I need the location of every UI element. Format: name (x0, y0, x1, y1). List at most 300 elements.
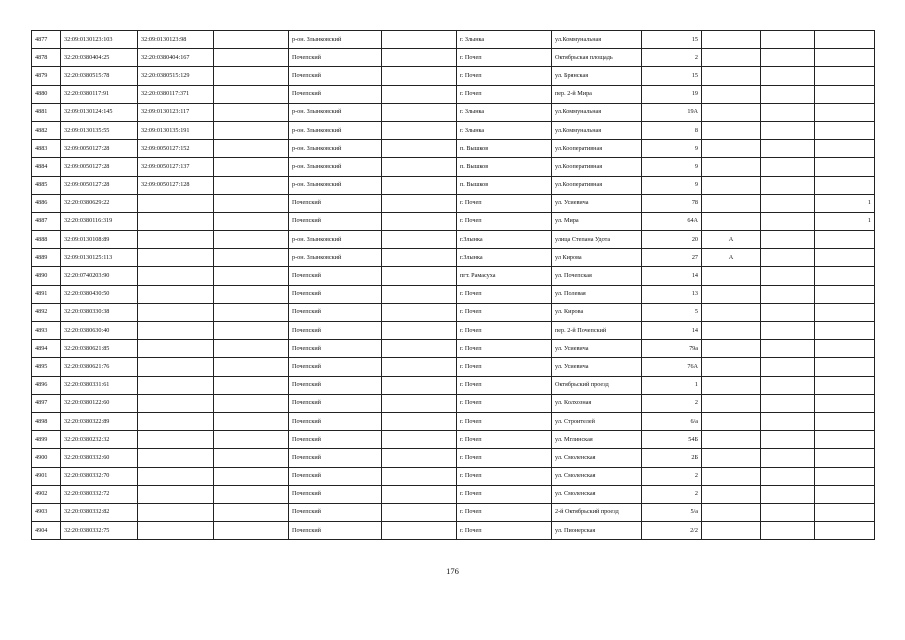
house-number-cell: 20 (642, 231, 702, 249)
col-12-cell (815, 85, 875, 103)
street-cell: ул. Строителей (552, 412, 642, 430)
district-cell: Почепский (289, 449, 382, 467)
col-12-cell (815, 358, 875, 376)
parent-cadastral-number-cell (138, 267, 214, 285)
locality-cell: г. Почеп (457, 376, 552, 394)
row-number-cell: 4880 (32, 85, 61, 103)
empty-col-cell (214, 376, 289, 394)
district-cell: Почепский (289, 412, 382, 430)
letter-cell (702, 267, 761, 285)
page-number: 176 (446, 566, 459, 576)
locality-cell: г. Почеп (457, 303, 552, 321)
locality-cell: г. Почеп (457, 285, 552, 303)
parent-cadastral-number-cell (138, 467, 214, 485)
locality-cell: г. Почеп (457, 412, 552, 430)
parent-cadastral-number-cell (138, 303, 214, 321)
house-number-cell: 9 (642, 158, 702, 176)
row-number-cell: 4889 (32, 249, 61, 267)
col-12-cell (815, 31, 875, 49)
empty-col-2-cell (382, 103, 457, 121)
empty-col-cell (214, 231, 289, 249)
col-11-cell (761, 231, 815, 249)
empty-col-cell (214, 285, 289, 303)
col-12-cell (815, 67, 875, 85)
empty-col-cell (214, 67, 289, 85)
empty-col-cell (214, 449, 289, 467)
empty-col-cell (214, 340, 289, 358)
street-cell: ул. Колхозная (552, 394, 642, 412)
district-cell: р-он. Злынковский (289, 121, 382, 139)
empty-col-cell (214, 249, 289, 267)
empty-col-2-cell (382, 85, 457, 103)
col-12-cell: 1 (815, 212, 875, 230)
house-number-cell: 15 (642, 31, 702, 49)
table-row (32, 121, 875, 139)
row-number-cell: 4891 (32, 285, 61, 303)
table-row (32, 31, 875, 49)
locality-cell: г. Злынка (457, 31, 552, 49)
col-11-cell (761, 176, 815, 194)
empty-col-2-cell (382, 376, 457, 394)
col-12-cell (815, 267, 875, 285)
parent-cadastral-number-cell: 32:09:0050127:152 (138, 140, 214, 158)
col-12-cell (815, 249, 875, 267)
table-body (32, 31, 875, 540)
parent-cadastral-number-cell: 32:09:0130135:191 (138, 121, 214, 139)
district-cell: р-он. Злынковский (289, 140, 382, 158)
house-number-cell: 64А (642, 212, 702, 230)
table-row (32, 194, 875, 212)
district-cell: Почепский (289, 285, 382, 303)
house-number-cell: 2 (642, 485, 702, 503)
cadastral-number-cell: 32:09:0130135:55 (61, 121, 138, 139)
locality-cell: г. Почеп (457, 467, 552, 485)
table-row (32, 85, 875, 103)
empty-col-cell (214, 176, 289, 194)
empty-col-2-cell (382, 212, 457, 230)
letter-cell (702, 394, 761, 412)
parent-cadastral-number-cell (138, 376, 214, 394)
row-number-cell: 4899 (32, 431, 61, 449)
street-cell: ул. Кирова (552, 303, 642, 321)
col-11-cell (761, 303, 815, 321)
locality-cell: п. Вышков (457, 176, 552, 194)
col-11-cell (761, 322, 815, 340)
locality-cell: г. Почеп (457, 449, 552, 467)
row-number-cell: 4903 (32, 503, 61, 521)
cadastral-number-cell: 32:20:0740203:90 (61, 267, 138, 285)
locality-cell: г. Почеп (457, 85, 552, 103)
empty-col-2-cell (382, 303, 457, 321)
district-cell: Почепский (289, 67, 382, 85)
row-number-cell: 4897 (32, 394, 61, 412)
locality-cell: г. Почеп (457, 340, 552, 358)
district-cell: Почепский (289, 322, 382, 340)
parent-cadastral-number-cell (138, 249, 214, 267)
cadastral-number-cell: 32:20:0380232:32 (61, 431, 138, 449)
col-11-cell (761, 503, 815, 521)
empty-col-2-cell (382, 140, 457, 158)
parent-cadastral-number-cell: 32:09:0050127:137 (138, 158, 214, 176)
house-number-cell: 2Б (642, 449, 702, 467)
district-cell: р-он. Злынковский (289, 249, 382, 267)
letter-cell (702, 412, 761, 430)
row-number-cell: 4901 (32, 467, 61, 485)
cadastral-number-cell: 32:20:0380630:40 (61, 322, 138, 340)
table-row (32, 467, 875, 485)
registry-table (31, 30, 875, 540)
col-11-cell (761, 376, 815, 394)
table-row (32, 394, 875, 412)
col-12-cell (815, 49, 875, 67)
empty-col-cell (214, 394, 289, 412)
house-number-cell: 8 (642, 121, 702, 139)
row-number-cell: 4902 (32, 485, 61, 503)
row-number-cell: 4885 (32, 176, 61, 194)
street-cell: 2-й Октябрьский проезд (552, 503, 642, 521)
col-11-cell (761, 212, 815, 230)
empty-col-2-cell (382, 121, 457, 139)
house-number-cell: 78 (642, 194, 702, 212)
street-cell: ул.Кооперативная (552, 176, 642, 194)
table-row (32, 267, 875, 285)
empty-col-2-cell (382, 412, 457, 430)
col-11-cell (761, 431, 815, 449)
empty-col-2-cell (382, 467, 457, 485)
table-row (32, 158, 875, 176)
locality-cell: г. Злынка (457, 121, 552, 139)
district-cell: р-он. Злынковский (289, 158, 382, 176)
table-row (32, 303, 875, 321)
street-cell: пер. 2-й Мира (552, 85, 642, 103)
parent-cadastral-number-cell (138, 231, 214, 249)
letter-cell: А (702, 231, 761, 249)
street-cell: пер. 2-й Почепский (552, 322, 642, 340)
empty-col-cell (214, 412, 289, 430)
empty-col-2-cell (382, 31, 457, 49)
empty-col-cell (214, 467, 289, 485)
empty-col-2-cell (382, 340, 457, 358)
locality-cell: г. Почеп (457, 431, 552, 449)
district-cell: Почепский (289, 303, 382, 321)
row-number-cell: 4878 (32, 49, 61, 67)
table-row (32, 249, 875, 267)
district-cell: Почепский (289, 212, 382, 230)
house-number-cell: 9 (642, 140, 702, 158)
cadastral-number-cell: 32:09:0130123:103 (61, 31, 138, 49)
letter-cell (702, 212, 761, 230)
empty-col-2-cell (382, 158, 457, 176)
house-number-cell: 1 (642, 376, 702, 394)
row-number-cell: 4898 (32, 412, 61, 430)
street-cell: ул. Пионерская (552, 522, 642, 540)
district-cell: Почепский (289, 431, 382, 449)
locality-cell: г. Почеп (457, 485, 552, 503)
letter-cell (702, 485, 761, 503)
parent-cadastral-number-cell: 32:20:0380117:371 (138, 85, 214, 103)
row-number-cell: 4896 (32, 376, 61, 394)
empty-col-cell (214, 503, 289, 521)
locality-cell: пгт. Рамасуха (457, 267, 552, 285)
street-cell: ул. Смоленская (552, 467, 642, 485)
locality-cell: п. Вышков (457, 158, 552, 176)
empty-col-cell (214, 194, 289, 212)
house-number-cell: 14 (642, 267, 702, 285)
letter-cell (702, 194, 761, 212)
col-12-cell: 1 (815, 194, 875, 212)
letter-cell: А (702, 249, 761, 267)
locality-cell: г.Злынка (457, 231, 552, 249)
locality-cell: г. Почеп (457, 67, 552, 85)
street-cell: ул. Усиевича (552, 194, 642, 212)
house-number-cell: 15 (642, 67, 702, 85)
district-cell: Почепский (289, 340, 382, 358)
letter-cell (702, 340, 761, 358)
district-cell: Почепский (289, 467, 382, 485)
col-11-cell (761, 103, 815, 121)
row-number-cell: 4877 (32, 31, 61, 49)
row-number-cell: 4895 (32, 358, 61, 376)
street-cell: ул. Смоленская (552, 449, 642, 467)
col-11-cell (761, 285, 815, 303)
col-12-cell (815, 231, 875, 249)
col-11-cell (761, 31, 815, 49)
cadastral-number-cell: 32:09:0130124:145 (61, 103, 138, 121)
table-row (32, 285, 875, 303)
street-cell: ул. Усиевича (552, 340, 642, 358)
col-11-cell (761, 158, 815, 176)
empty-col-2-cell (382, 322, 457, 340)
street-cell: Октябрьский проезд (552, 376, 642, 394)
cadastral-number-cell: 32:20:0380332:75 (61, 522, 138, 540)
table-row (32, 212, 875, 230)
row-number-cell: 4886 (32, 194, 61, 212)
house-number-cell: 2 (642, 394, 702, 412)
empty-col-2-cell (382, 285, 457, 303)
col-11-cell (761, 485, 815, 503)
row-number-cell: 4900 (32, 449, 61, 467)
locality-cell: г. Почеп (457, 194, 552, 212)
row-number-cell: 4883 (32, 140, 61, 158)
parent-cadastral-number-cell (138, 194, 214, 212)
empty-col-2-cell (382, 358, 457, 376)
district-cell: Почепский (289, 485, 382, 503)
cadastral-number-cell: 32:20:0380515:78 (61, 67, 138, 85)
col-12-cell (815, 322, 875, 340)
row-number-cell: 4879 (32, 67, 61, 85)
locality-cell: г. Почеп (457, 212, 552, 230)
district-cell: Почепский (289, 85, 382, 103)
letter-cell (702, 467, 761, 485)
table-row (32, 231, 875, 249)
row-number-cell: 4894 (32, 340, 61, 358)
letter-cell (702, 522, 761, 540)
cadastral-number-cell: 32:09:0130125:113 (61, 249, 138, 267)
empty-col-2-cell (382, 394, 457, 412)
cadastral-number-cell: 32:20:0380629:22 (61, 194, 138, 212)
cadastral-number-cell: 32:20:0380332:72 (61, 485, 138, 503)
parent-cadastral-number-cell (138, 322, 214, 340)
cadastral-number-cell: 32:20:0380621:85 (61, 340, 138, 358)
house-number-cell: 5 (642, 303, 702, 321)
empty-col-2-cell (382, 449, 457, 467)
locality-cell: г. Почеп (457, 358, 552, 376)
street-cell: Октябрьская площадь (552, 49, 642, 67)
col-11-cell (761, 394, 815, 412)
col-12-cell (815, 285, 875, 303)
cadastral-number-cell: 32:20:0380331:61 (61, 376, 138, 394)
street-cell: ул. Брянская (552, 67, 642, 85)
house-number-cell: 9 (642, 176, 702, 194)
cadastral-number-cell: 32:20:0380122:60 (61, 394, 138, 412)
district-cell: Почепский (289, 267, 382, 285)
empty-col-2-cell (382, 267, 457, 285)
empty-col-cell (214, 522, 289, 540)
table-row (32, 522, 875, 540)
cadastral-number-cell: 32:20:0380330:38 (61, 303, 138, 321)
street-cell: ул.Коммунальная (552, 103, 642, 121)
street-cell: ул. Усиевича (552, 358, 642, 376)
cadastral-number-cell: 32:09:0050127:28 (61, 140, 138, 158)
street-cell: ул. Почепская (552, 267, 642, 285)
col-12-cell (815, 103, 875, 121)
letter-cell (702, 376, 761, 394)
parent-cadastral-number-cell: 32:09:0130123:117 (138, 103, 214, 121)
letter-cell (702, 303, 761, 321)
district-cell: Почепский (289, 358, 382, 376)
street-cell: ул. Полевая (552, 285, 642, 303)
district-cell: Почепский (289, 503, 382, 521)
row-number-cell: 4884 (32, 158, 61, 176)
parent-cadastral-number-cell: 32:20:0380404:167 (138, 49, 214, 67)
col-11-cell (761, 358, 815, 376)
cadastral-number-cell: 32:20:0380332:70 (61, 467, 138, 485)
col-11-cell (761, 467, 815, 485)
cadastral-number-cell: 32:20:0380404:25 (61, 49, 138, 67)
row-number-cell: 4890 (32, 267, 61, 285)
row-number-cell: 4881 (32, 103, 61, 121)
letter-cell (702, 31, 761, 49)
col-12-cell (815, 303, 875, 321)
cadastral-number-cell: 32:09:0050127:28 (61, 176, 138, 194)
district-cell: р-он. Злынковский (289, 31, 382, 49)
cadastral-number-cell: 32:20:0380621:76 (61, 358, 138, 376)
parent-cadastral-number-cell: 32:20:0380515:129 (138, 67, 214, 85)
district-cell: Почепский (289, 376, 382, 394)
parent-cadastral-number-cell (138, 485, 214, 503)
letter-cell (702, 503, 761, 521)
col-11-cell (761, 67, 815, 85)
col-11-cell (761, 249, 815, 267)
house-number-cell: 79а (642, 340, 702, 358)
district-cell: р-он. Злынковский (289, 176, 382, 194)
street-cell: ул. Смоленская (552, 485, 642, 503)
house-number-cell: 14 (642, 322, 702, 340)
empty-col-2-cell (382, 194, 457, 212)
empty-col-2-cell (382, 176, 457, 194)
col-11-cell (761, 412, 815, 430)
street-cell: ул Кирова (552, 249, 642, 267)
house-number-cell: 5/а (642, 503, 702, 521)
empty-col-cell (214, 158, 289, 176)
district-cell: Почепский (289, 394, 382, 412)
cadastral-number-cell: 32:20:0380322:89 (61, 412, 138, 430)
parent-cadastral-number-cell (138, 358, 214, 376)
empty-col-2-cell (382, 231, 457, 249)
col-12-cell (815, 467, 875, 485)
locality-cell: г. Почеп (457, 322, 552, 340)
parent-cadastral-number-cell: 32:09:0050127:128 (138, 176, 214, 194)
house-number-cell: 19А (642, 103, 702, 121)
house-number-cell: 2 (642, 49, 702, 67)
col-12-cell (815, 449, 875, 467)
table-row (32, 376, 875, 394)
district-cell: Почепский (289, 194, 382, 212)
locality-cell: г. Злынка (457, 103, 552, 121)
empty-col-cell (214, 322, 289, 340)
empty-col-2-cell (382, 49, 457, 67)
row-number-cell: 4892 (32, 303, 61, 321)
letter-cell (702, 121, 761, 139)
col-11-cell (761, 140, 815, 158)
col-11-cell (761, 449, 815, 467)
letter-cell (702, 85, 761, 103)
col-12-cell (815, 485, 875, 503)
cadastral-number-cell: 32:09:0130108:89 (61, 231, 138, 249)
letter-cell (702, 103, 761, 121)
letter-cell (702, 67, 761, 85)
street-cell: ул.Кооперативная (552, 158, 642, 176)
empty-col-cell (214, 49, 289, 67)
street-cell: улица Степана Удота (552, 231, 642, 249)
parent-cadastral-number-cell (138, 394, 214, 412)
row-number-cell: 4904 (32, 522, 61, 540)
letter-cell (702, 358, 761, 376)
parent-cadastral-number-cell (138, 431, 214, 449)
table-row (32, 340, 875, 358)
locality-cell: г. Почеп (457, 49, 552, 67)
empty-col-2-cell (382, 431, 457, 449)
table-row (32, 176, 875, 194)
cadastral-number-cell: 32:20:0380430:50 (61, 285, 138, 303)
street-cell: ул. Мира (552, 212, 642, 230)
parent-cadastral-number-cell (138, 522, 214, 540)
locality-cell: п. Вышков (457, 140, 552, 158)
parent-cadastral-number-cell: 32:09:0130123:98 (138, 31, 214, 49)
col-12-cell (815, 412, 875, 430)
col-12-cell (815, 140, 875, 158)
letter-cell (702, 140, 761, 158)
empty-col-cell (214, 267, 289, 285)
table-row (32, 412, 875, 430)
letter-cell (702, 158, 761, 176)
parent-cadastral-number-cell (138, 412, 214, 430)
table-row (32, 358, 875, 376)
empty-col-cell (214, 31, 289, 49)
parent-cadastral-number-cell (138, 212, 214, 230)
cadastral-number-cell: 32:20:0380117:91 (61, 85, 138, 103)
col-12-cell (815, 176, 875, 194)
table-row (32, 503, 875, 521)
table-row (32, 431, 875, 449)
col-12-cell (815, 121, 875, 139)
empty-col-2-cell (382, 522, 457, 540)
table-row (32, 485, 875, 503)
col-12-cell (815, 431, 875, 449)
locality-cell: г. Почеп (457, 522, 552, 540)
empty-col-cell (214, 140, 289, 158)
house-number-cell: 2/2 (642, 522, 702, 540)
